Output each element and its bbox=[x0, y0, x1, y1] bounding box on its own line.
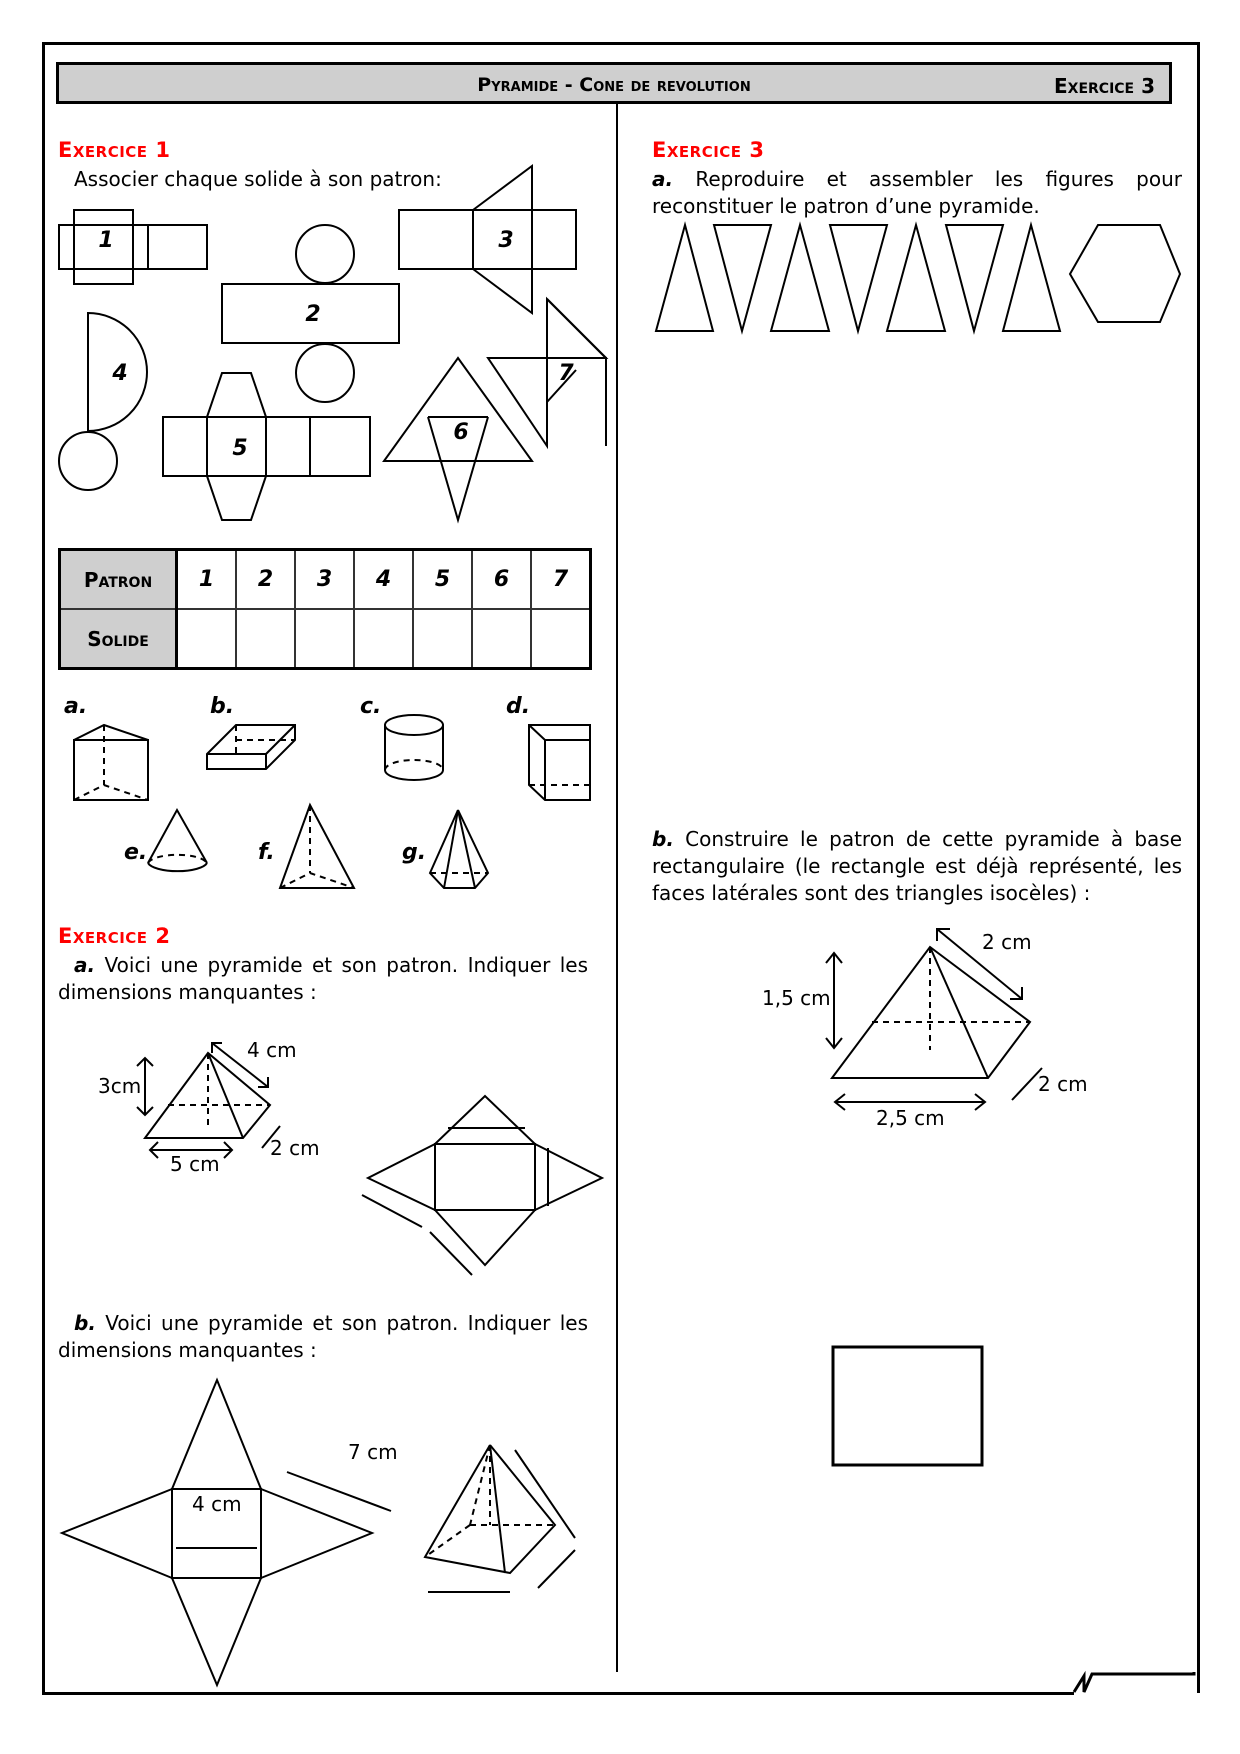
dim-edge-2cm: 2 cm bbox=[982, 930, 1032, 954]
solid-label-g: g. bbox=[402, 840, 427, 865]
patron-label-3: 3 bbox=[498, 228, 514, 253]
table-col-3: 3 bbox=[295, 550, 354, 610]
exercise2-title: Exercice 2 bbox=[58, 924, 171, 948]
dim-height-3cm: 3cm bbox=[98, 1074, 142, 1098]
dim-depth-2cm: 2 cm bbox=[270, 1136, 320, 1160]
exercise3a-label: a. bbox=[652, 167, 674, 191]
table-col-6: 6 bbox=[472, 550, 531, 610]
patron-label-1: 1 bbox=[98, 228, 114, 253]
exercise2b-label: b. bbox=[74, 1311, 96, 1335]
table-col-5: 5 bbox=[413, 550, 472, 610]
solid-label-a: a. bbox=[64, 694, 88, 719]
dim-height-1-5cm: 1,5 cm bbox=[762, 986, 831, 1010]
solid-label-f: f. bbox=[258, 840, 275, 865]
dim-width-2-5cm: 2,5 cm bbox=[876, 1106, 945, 1130]
header-exercise-label: Exercice 3 bbox=[1054, 74, 1155, 98]
dim-slant-7cm: 7 cm bbox=[348, 1440, 398, 1464]
exercise3b-label: b. bbox=[652, 827, 674, 851]
exercise1-title: Exercice 1 bbox=[58, 138, 171, 162]
exercise3-title: Exercice 3 bbox=[652, 138, 765, 162]
exercise2a-label: a. bbox=[74, 953, 96, 977]
patron-label-2: 2 bbox=[305, 302, 321, 327]
dim-edge-4cm: 4 cm bbox=[247, 1038, 297, 1062]
table-header-patron: Patron bbox=[60, 550, 177, 610]
exercise2a-text: a. Voici une pyramide et son patron. Indiquer les dimensions manquantes : bbox=[58, 953, 589, 1004]
exercise3b-text: b. Construire le patron de cette pyramide à base rectangulaire (le rectangle est déjà représenté, les faces latérales sont des triangles isocèles) : bbox=[652, 827, 1183, 905]
page-corner-mark bbox=[1074, 1672, 1197, 1695]
table-col-1: 1 bbox=[177, 550, 237, 610]
dim-depth-2cm-b: 2 cm bbox=[1038, 1072, 1088, 1096]
solid-label-e: e. bbox=[124, 840, 148, 865]
patron-label-5: 5 bbox=[232, 436, 248, 461]
solid-label-c: c. bbox=[360, 694, 382, 719]
table-col-7: 7 bbox=[531, 550, 591, 610]
table-header-solide: Solide bbox=[60, 609, 177, 669]
patron-label-4: 4 bbox=[112, 361, 128, 386]
table-col-2: 2 bbox=[236, 550, 295, 610]
solid-label-b: b. bbox=[210, 694, 235, 719]
table-col-4: 4 bbox=[354, 550, 413, 610]
header-title: Pyramide - Cone de revolution bbox=[477, 74, 751, 96]
dim-base-4cm: 4 cm bbox=[192, 1492, 242, 1516]
solid-label-d: d. bbox=[506, 694, 531, 719]
exercise1-instruction: Associer chaque solide à son patron: bbox=[74, 167, 442, 191]
patron-label-7: 7 bbox=[558, 361, 574, 386]
exercise3a-text: a. Reproduire et assembler les figures pour reconstituer le patron d’une pyramide. bbox=[652, 167, 1183, 218]
patron-label-6: 6 bbox=[453, 420, 469, 445]
exercise2b-text: b. Voici une pyramide et son patron. Indiquer les dimensions manquantes : bbox=[58, 1311, 589, 1362]
dim-width-5cm: 5 cm bbox=[170, 1152, 220, 1176]
